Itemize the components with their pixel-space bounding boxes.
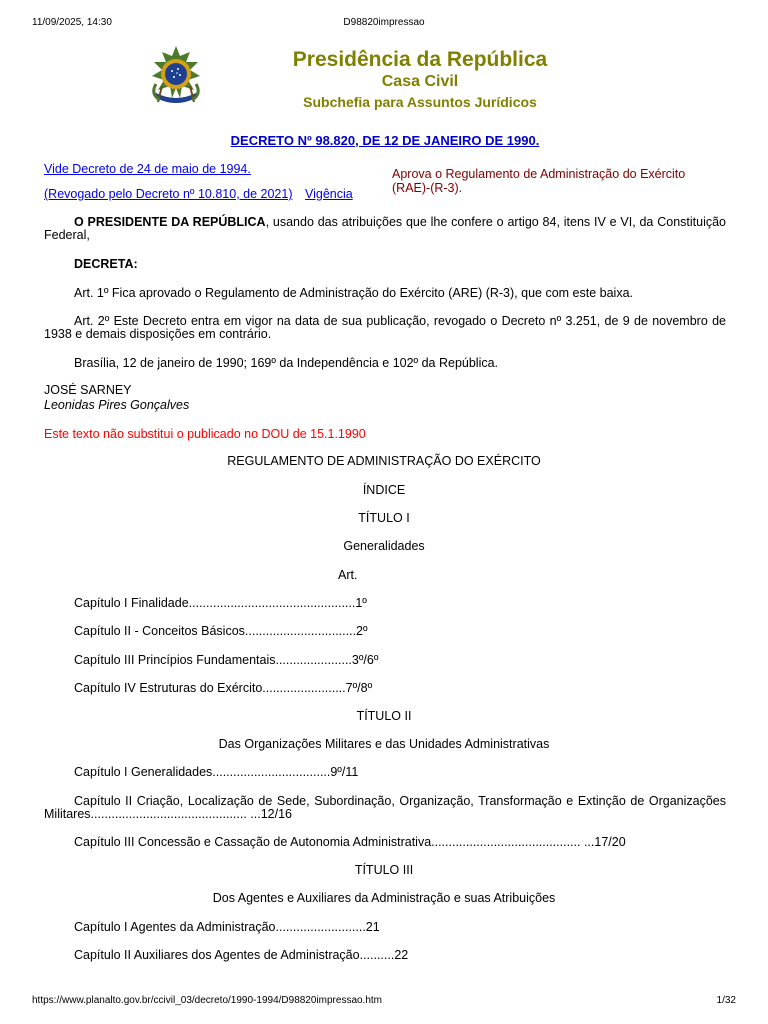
closing: Brasília, 12 de janeiro de 1990; 169º da Independência e 102º da República. (74, 356, 499, 370)
preamble-bold: O PRESIDENTE DA REPÚBLICA (74, 215, 266, 229)
toc-item: Capítulo II Auxiliares dos Agentes de Administração..........22 (74, 948, 409, 962)
decreta: DECRETA: (74, 257, 138, 271)
toc-item: Capítulo II - Conceitos Básicos................................2º (74, 624, 368, 638)
toc-item: Capítulo I Finalidade................................................1º (74, 596, 367, 610)
indice-heading: ÍNDICE (362, 483, 406, 497)
ementa: Aprova o Regulamento de Administração do Exército (RAE)-(R-3). (392, 167, 686, 195)
signer-2: Leonidas Pires Gonçalves (44, 398, 190, 412)
revogado-link[interactable]: (Revogado pelo Decreto nº 10.810, de 2021) (44, 187, 293, 201)
titulo-3-name: Dos Agentes e Auxiliares da Administração e suas Atribuições (212, 891, 556, 905)
print-page-number: 1/32 (716, 995, 736, 1006)
titulo-1: TÍTULO I (358, 511, 410, 525)
preamble-rest: , usando das atribuições que lhe confere o artigo 84, itens IV e VI, da Constituição Federal, (44, 215, 726, 242)
header-subtitle2: Subchefia para Assuntos Jurídicos (303, 94, 537, 110)
titulo-2: TÍTULO II (356, 709, 412, 723)
header-subtitle: Casa Civil (381, 73, 459, 90)
toc-item: Capítulo I Generalidades..................................9º/11 (74, 765, 359, 779)
art-label: Art. (338, 568, 358, 582)
toc-item: Capítulo I Agentes da Administração..........................21 (74, 920, 380, 934)
vide-decreto-link[interactable]: Vide Decreto de 24 de maio de 1994. (44, 162, 251, 176)
toc-item: Capítulo II Criação, Localização de Sede, Subordinação, Organização, Transformação e Extinção de Organizações (74, 794, 726, 808)
article-1: Art. 1º Fica aprovado o Regulamento de Administração do Exército (ARE) (R-3), que com este baixa. (74, 286, 633, 300)
titulo-2-name: Das Organizações Militares e das Unidades Administrativas (218, 737, 550, 751)
toc-item: Capítulo IV Estruturas do Exército........................7º/8º (74, 681, 373, 695)
header-title: Presidência da República (292, 48, 548, 71)
titulo-1-name: Generalidades (343, 539, 425, 553)
signer-1: JOSÉ SARNEY (44, 383, 132, 397)
titulo-3: TÍTULO III (354, 863, 414, 877)
regulamento-title: REGULAMENTO DE ADMINISTRAÇÃO DO EXÉRCITO (227, 454, 541, 468)
print-doc-title: D98820impressao (343, 17, 425, 28)
toc-item-continuation: Militares............................................. ...12/16 (44, 807, 292, 821)
dou-note: Este texto não substitui o publicado no DOU de 15.1.1990 (44, 427, 366, 441)
print-datetime: 11/09/2025, 14:30 (32, 17, 112, 28)
toc-item: Capítulo III Princípios Fundamentais......................3º/6º (74, 653, 379, 667)
print-url: https://www.planalto.gov.br/ccivil_03/decreto/1990-1994/D98820impressao.htm (32, 995, 383, 1006)
toc-item: Capítulo III Concessão e Cassação de Autonomia Administrativa........................................... ...17/20 (74, 835, 626, 849)
preamble (44, 216, 726, 242)
article-2: Art. 2º Este Decreto entra em vigor na data de sua publicação, revogado o Decreto nº 3.251, de 9 de novembro de 1938 e demais disposições em contrário. (44, 314, 726, 341)
vigencia-link[interactable]: Vigência (305, 187, 353, 201)
decree-title[interactable]: DECRETO Nº 98.820, DE 12 DE JANEIRO DE 1990. (230, 133, 540, 148)
